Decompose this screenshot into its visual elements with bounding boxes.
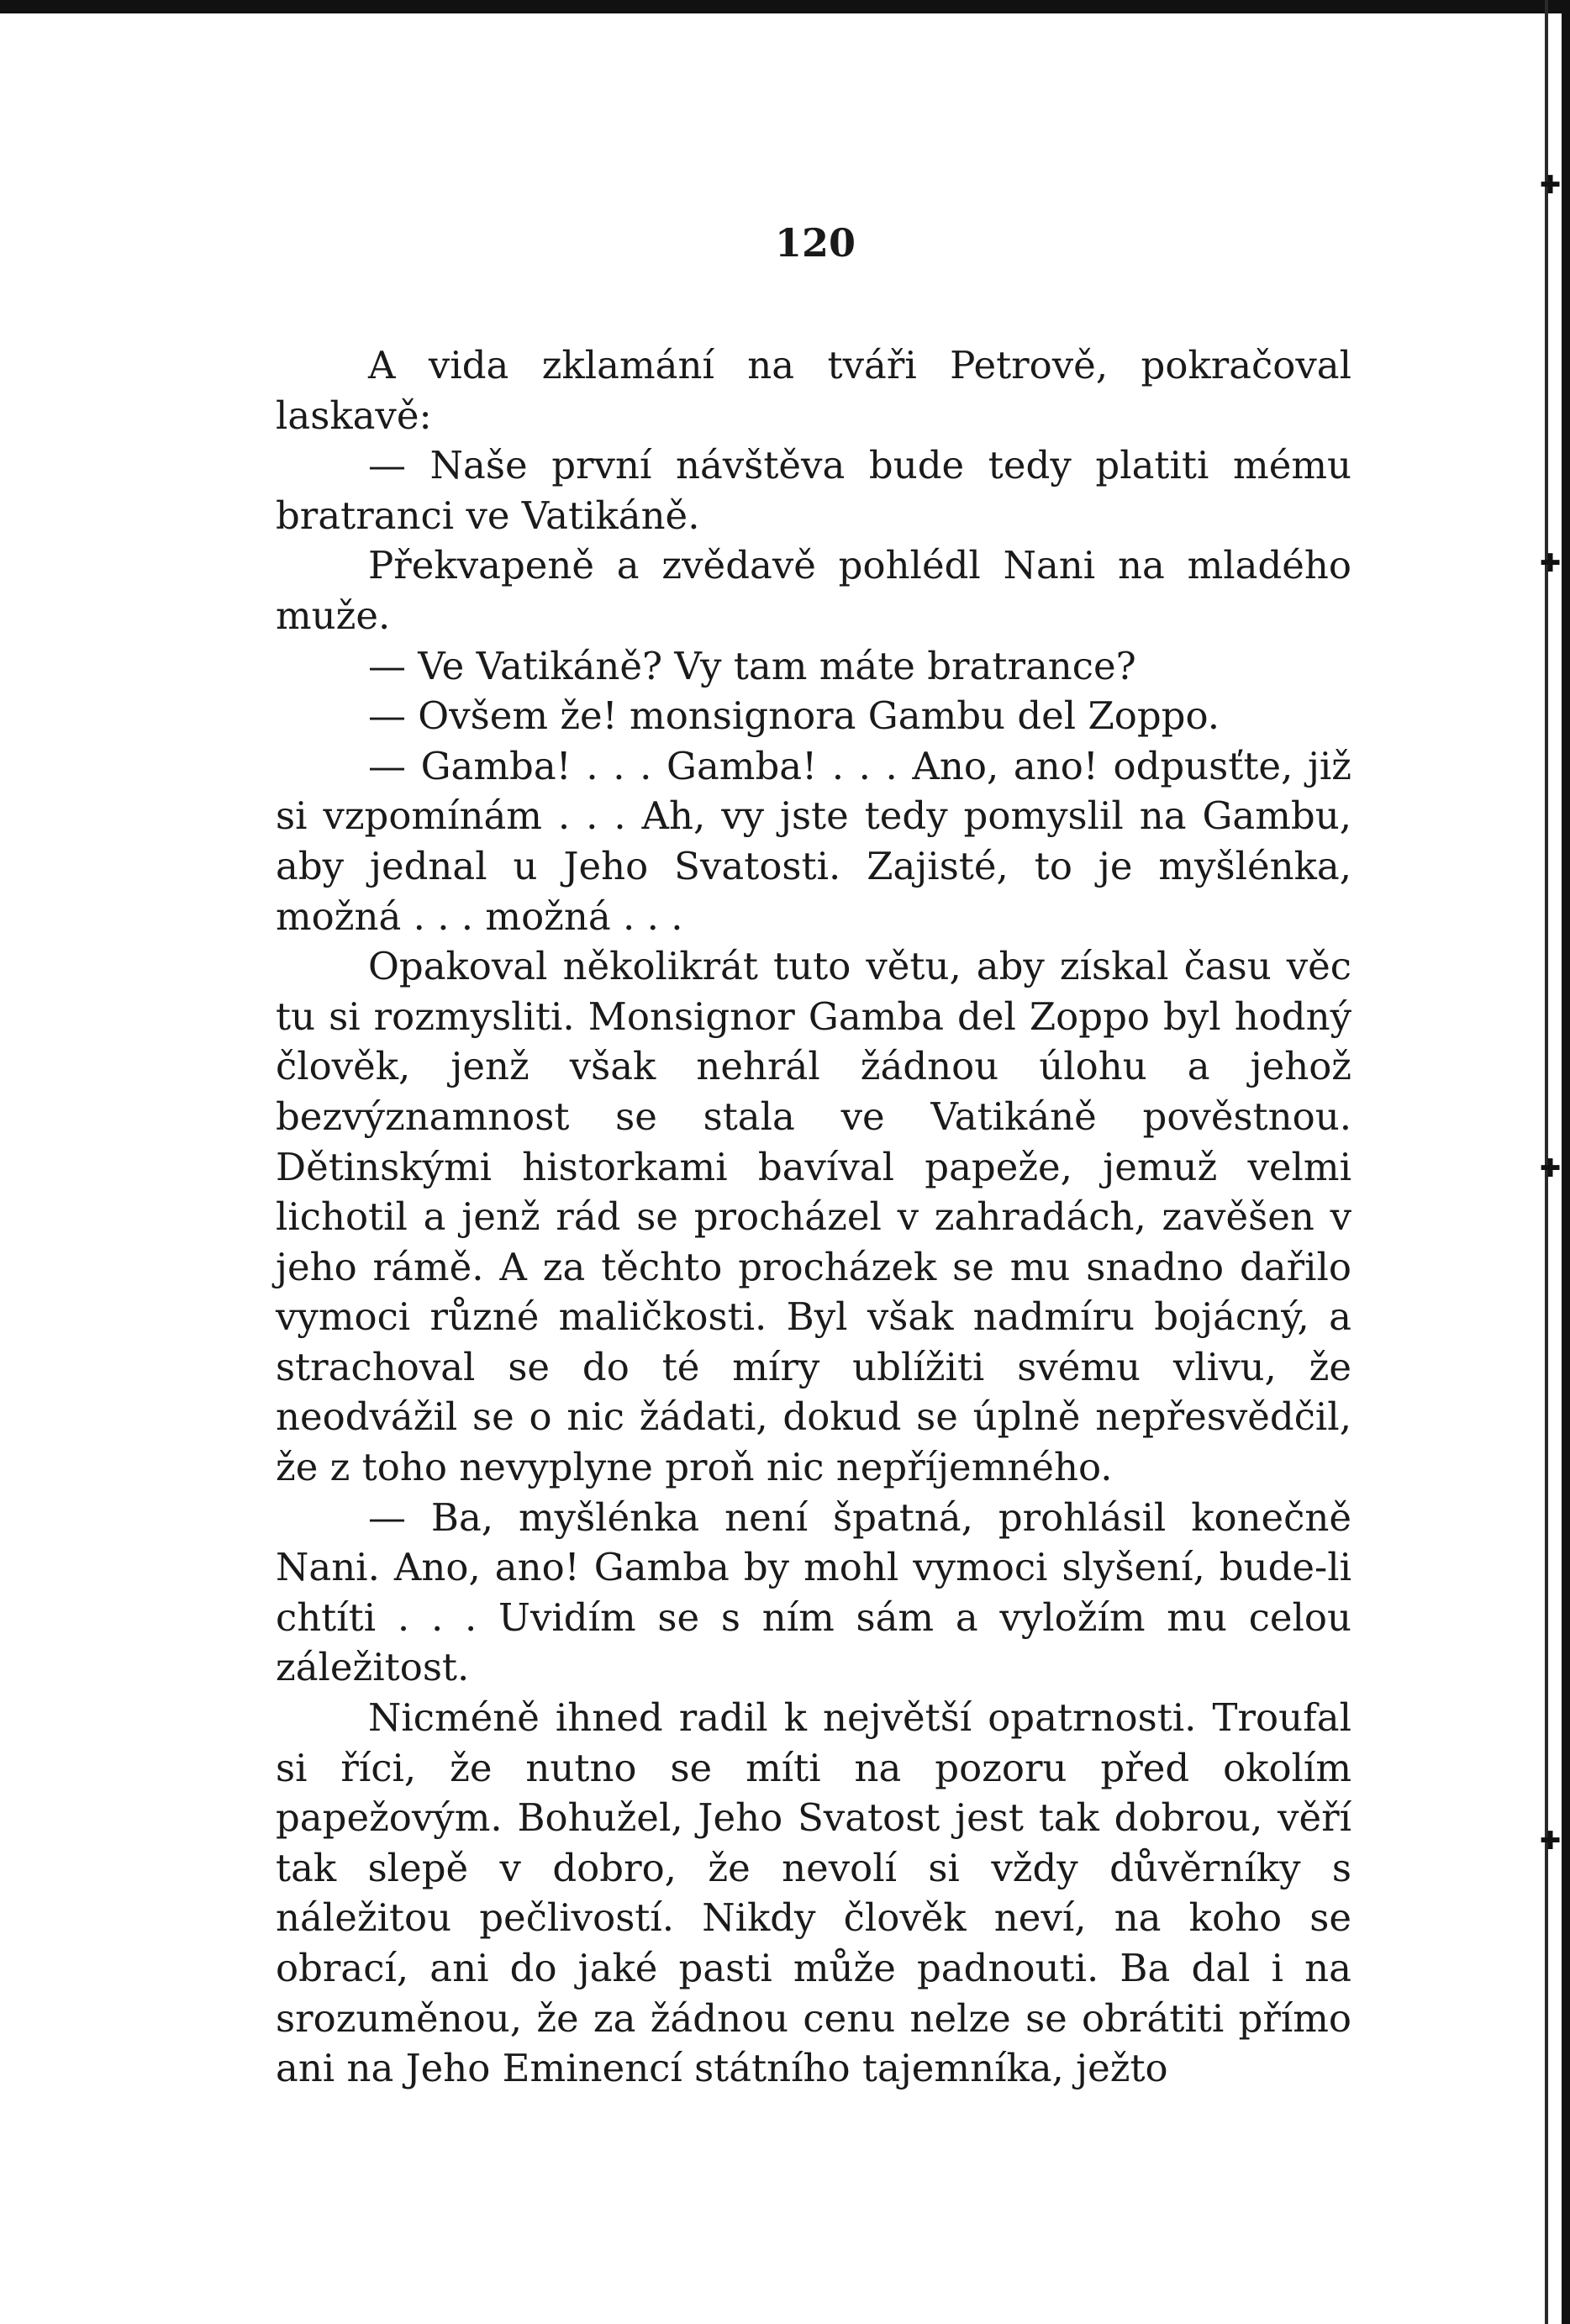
paragraph: — Naše první návštěva bude tedy platiti mému bratranci ve Vatikáně. [276,443,1351,538]
body-text [276,340,1351,2094]
margin-mark-icon: ✚ [1540,549,1562,578]
paragraph: — Ve Vatikáně? Vy tam máte bratrance? [368,643,1136,688]
paragraph: Opakoval několikrát tuto větu, aby získal času věc tu si rozmysliti. Monsignor Gamba del Zoppo byl hodný člověk, jenž však nehrál žádnou úlohu a jehož bezvýznamnost se stala ve Vatikáně pověstnou. Dětinskými historkami bavíval papeže, jemuž velmi lichotil a jenž rád se procházel v zahradách, zavěšen v jeho rámě. A za těchto procházek se mu snadno dařilo vymoci různé maličkosti. Byl však nadmíru bojácný, a strachoval se do té míry ublížiti svému vlivu, že neodvážil se o nic žádati, dokud se úplně nepřesvědčil, že z toho nevyplyne proň nic nepříjemného. [276,944,1351,1490]
paragraph: Nicméně ihned radil k největší opatrnosti. Troufal si říci, že nutno se míti na pozoru před okolím papežovým. Bohužel, Jeho Svatost jest tak dobrou, věří tak slepě v dobro, že nevolí si vždy důvěrníky s náležitou pečlivostí. Nikdy člověk neví, na koho se obrací, ani do jaké pasti může padnouti. Ba dal i na srozuměnou, že za žádnou cenu nelze se obrátiti přímo ani na Jeho Eminencí státního tajemníka, ježto [276,1695,1351,2091]
margin-mark-icon: ✚ [1540,1154,1562,1183]
right-border [1562,0,1570,2324]
top-border [0,0,1570,13]
margin-mark-icon: ✚ [1540,1826,1562,1856]
page-number: 120 [774,220,856,266]
margin-mark-icon: ✚ [1540,171,1562,200]
paragraph: — Ba, myšlénka není špatná, prohlásil konečně Nani. Ano, ano! Gamba by mohl vymoci slyšení, bude-li chtíti . . . Uvidím se s ním sám a vyložím mu celou záležitost. [276,1494,1351,1690]
paragraph: Překvapeně a zvědavě pohlédl Nani na mladého muže. [276,543,1351,638]
paragraph: A vida zklamání na tváři Petrově, pokračoval laskavě: [276,343,1351,438]
paragraph: — Gamba! . . . Gamba! . . . Ano, ano! odpusťte, již si vzpomínám . . . Ah, vy jste tedy pomyslil na Gambu, aby jednal u Jeho Svatosti. Zajisté, to je myšlénka, možná . . . možná . . . [276,743,1351,939]
paragraph: — Ovšem že! monsignora Gambu del Zoppo. [368,693,1220,739]
